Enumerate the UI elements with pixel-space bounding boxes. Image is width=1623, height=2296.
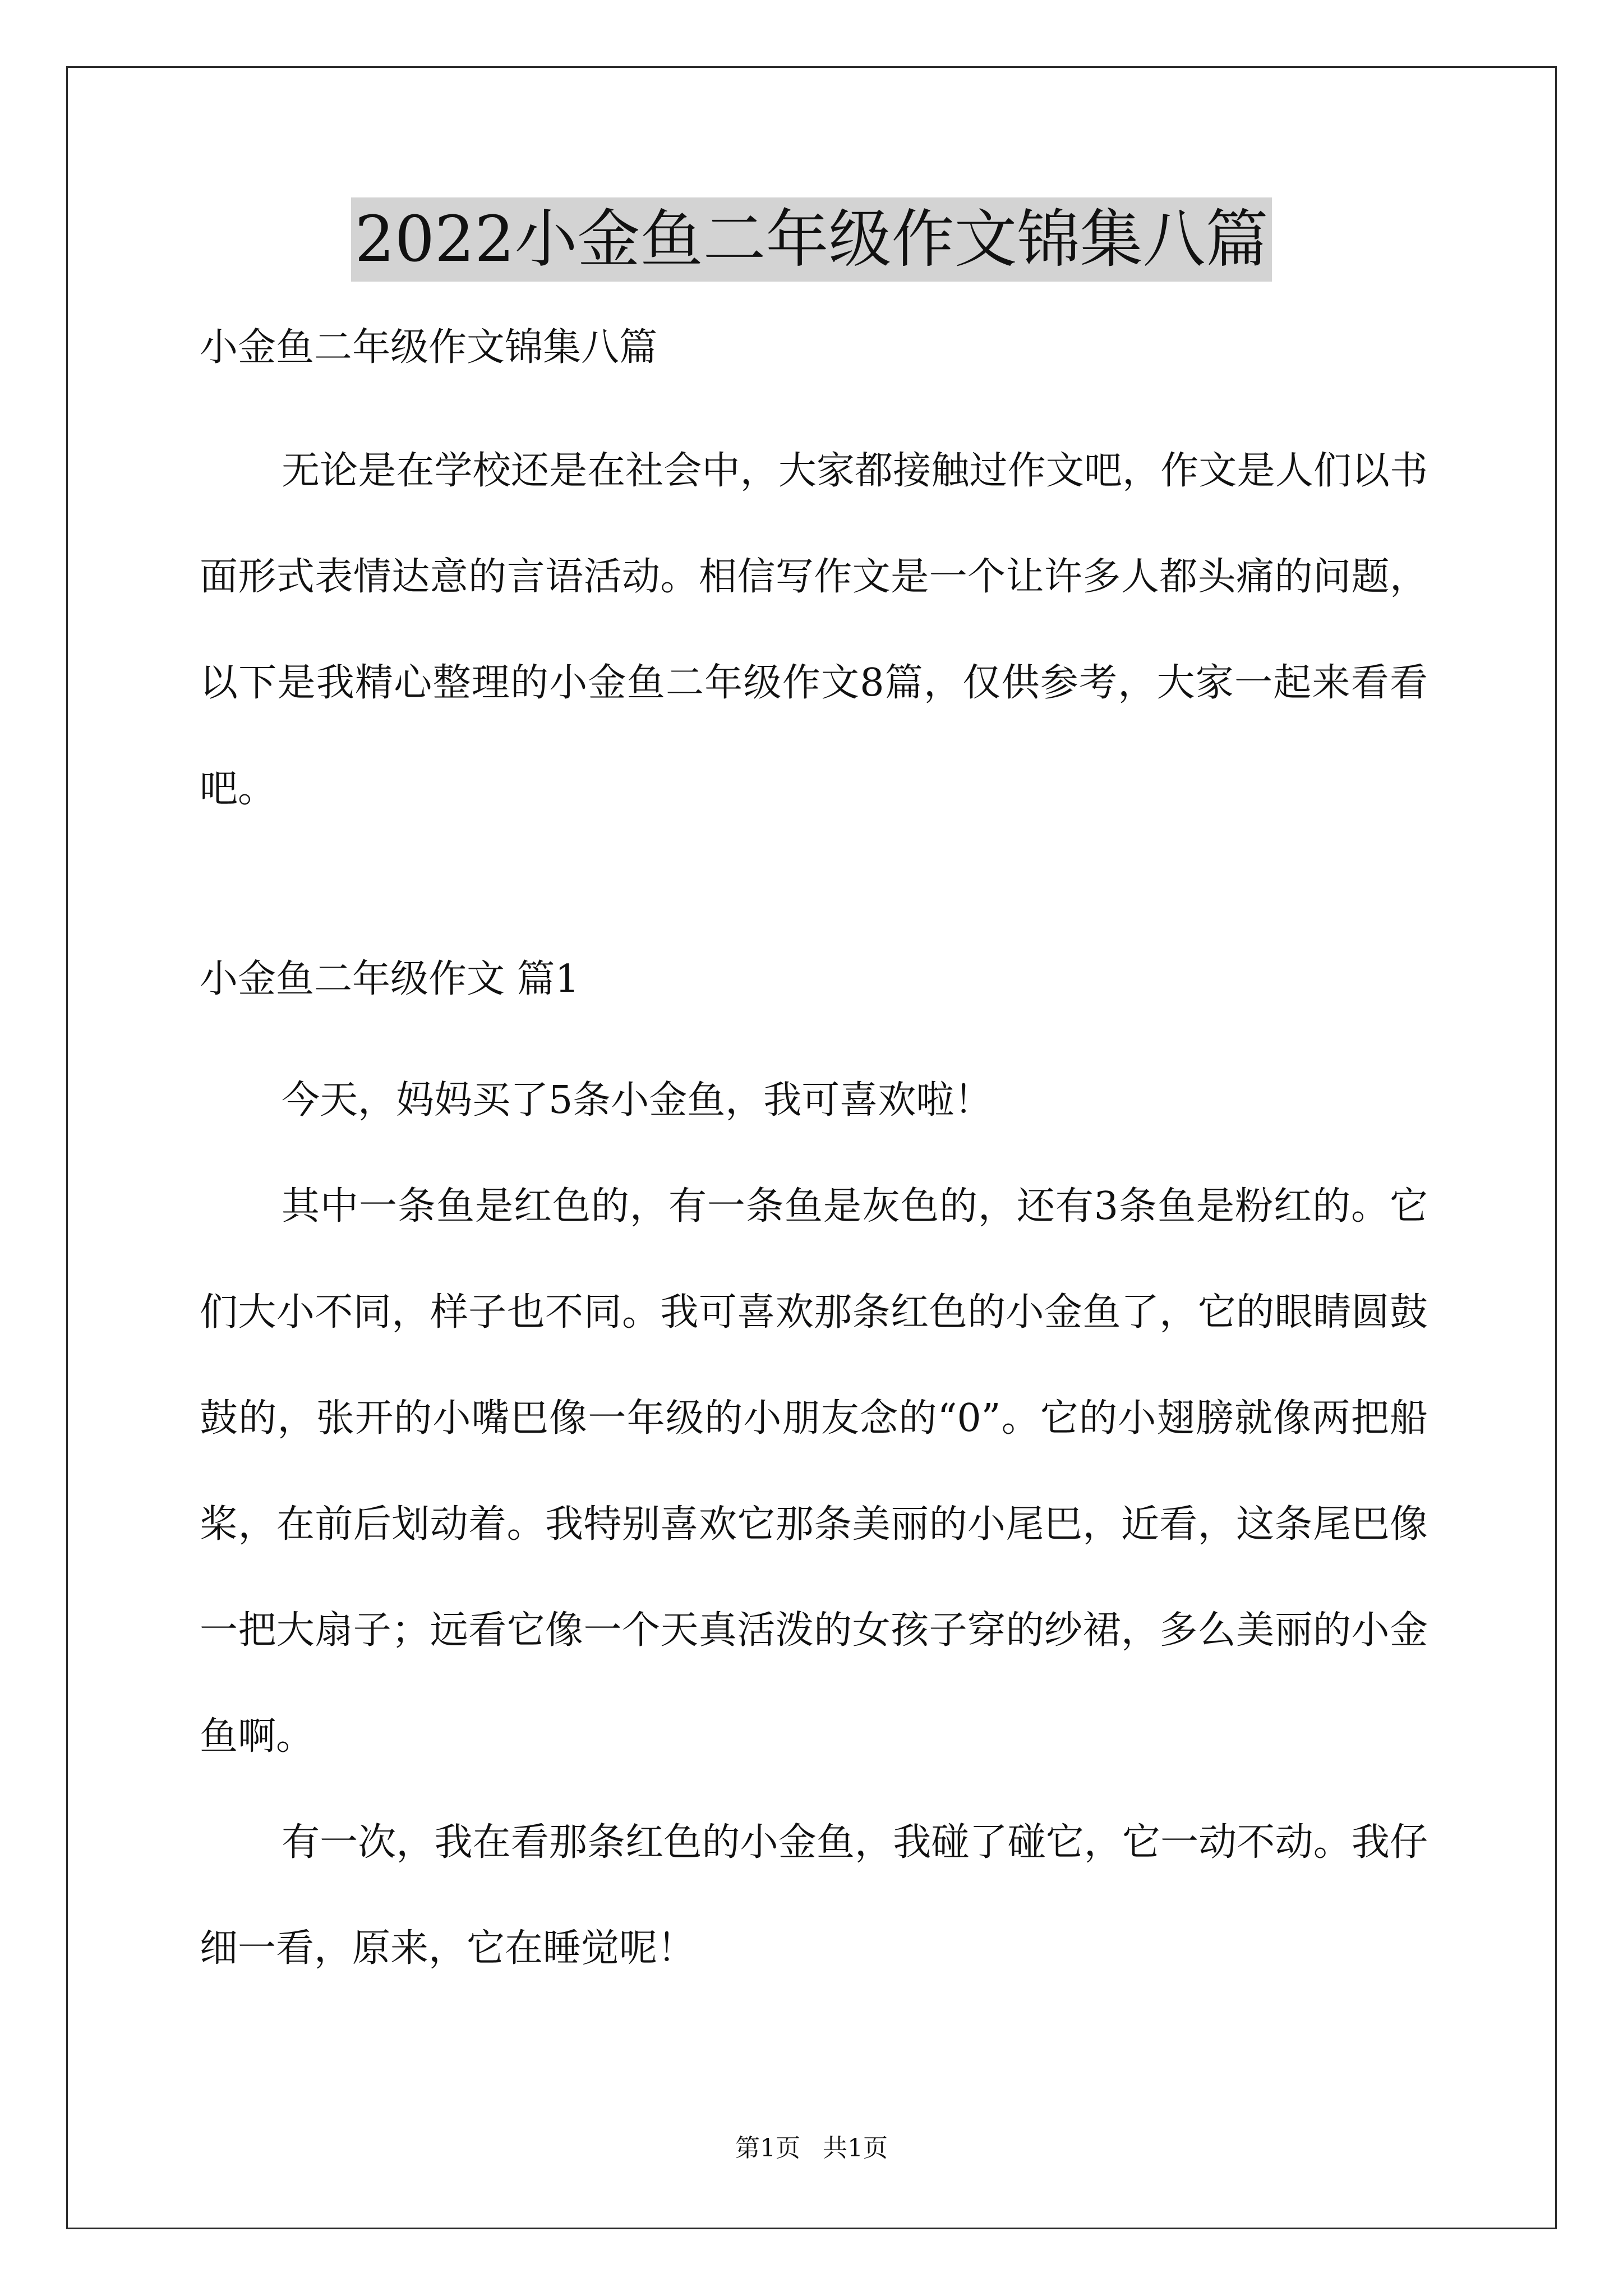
page-number: 第1页 bbox=[735, 2134, 800, 2162]
body-paragraph: 今天，妈妈买了5条小金鱼，我可喜欢啦！ bbox=[282, 1078, 993, 1122]
document-body bbox=[200, 311, 1428, 2001]
intro-paragraph: 无论是在学校还是在社会中，大家都接触过作文吧，作文是人们以书面形式表情达意的言语活动。相信写作文是一个让许多人都头痛的问题，以下是我精心整理的小金鱼二年级作文8篇，仅供参考，大家一起来看看吧。 bbox=[200, 449, 1428, 811]
title-container bbox=[0, 197, 1623, 282]
spacer bbox=[200, 1016, 1428, 1047]
document-title: 2022小金鱼二年级作文锦集八篇 bbox=[351, 197, 1271, 282]
section-heading: 小金鱼二年级作文 篇1 bbox=[200, 957, 579, 1001]
page-footer bbox=[0, 2132, 1623, 2165]
body-paragraph: 其中一条鱼是红色的，有一条鱼是灰色的，还有3条鱼是粉红的。它们大小不同，样子也不同。我可喜欢那条红色的小金鱼了，它的眼睛圆鼓鼓的，张开的小嘴巴像一年级的小朋友念的“0”。它的小翅膀就像两把船桨，在前后划动着。我特别喜欢它那条美丽的小尾巴，近看，这条尾巴像一把大扇子；远看它像一个天真活泼的女孩子穿的纱裙，多么美丽的小金鱼啊。 bbox=[200, 1184, 1428, 1759]
page-total: 共1页 bbox=[823, 2134, 888, 2162]
body-paragraph: 有一次，我在看那条红色的小金鱼，我碰了碰它，它一动不动。我仔细一看，原来，它在睡觉呢！ bbox=[200, 1820, 1428, 1971]
spacer bbox=[200, 842, 1428, 943]
document-subtitle: 小金鱼二年级作文锦集八篇 bbox=[200, 325, 658, 370]
spacer bbox=[200, 384, 1428, 418]
